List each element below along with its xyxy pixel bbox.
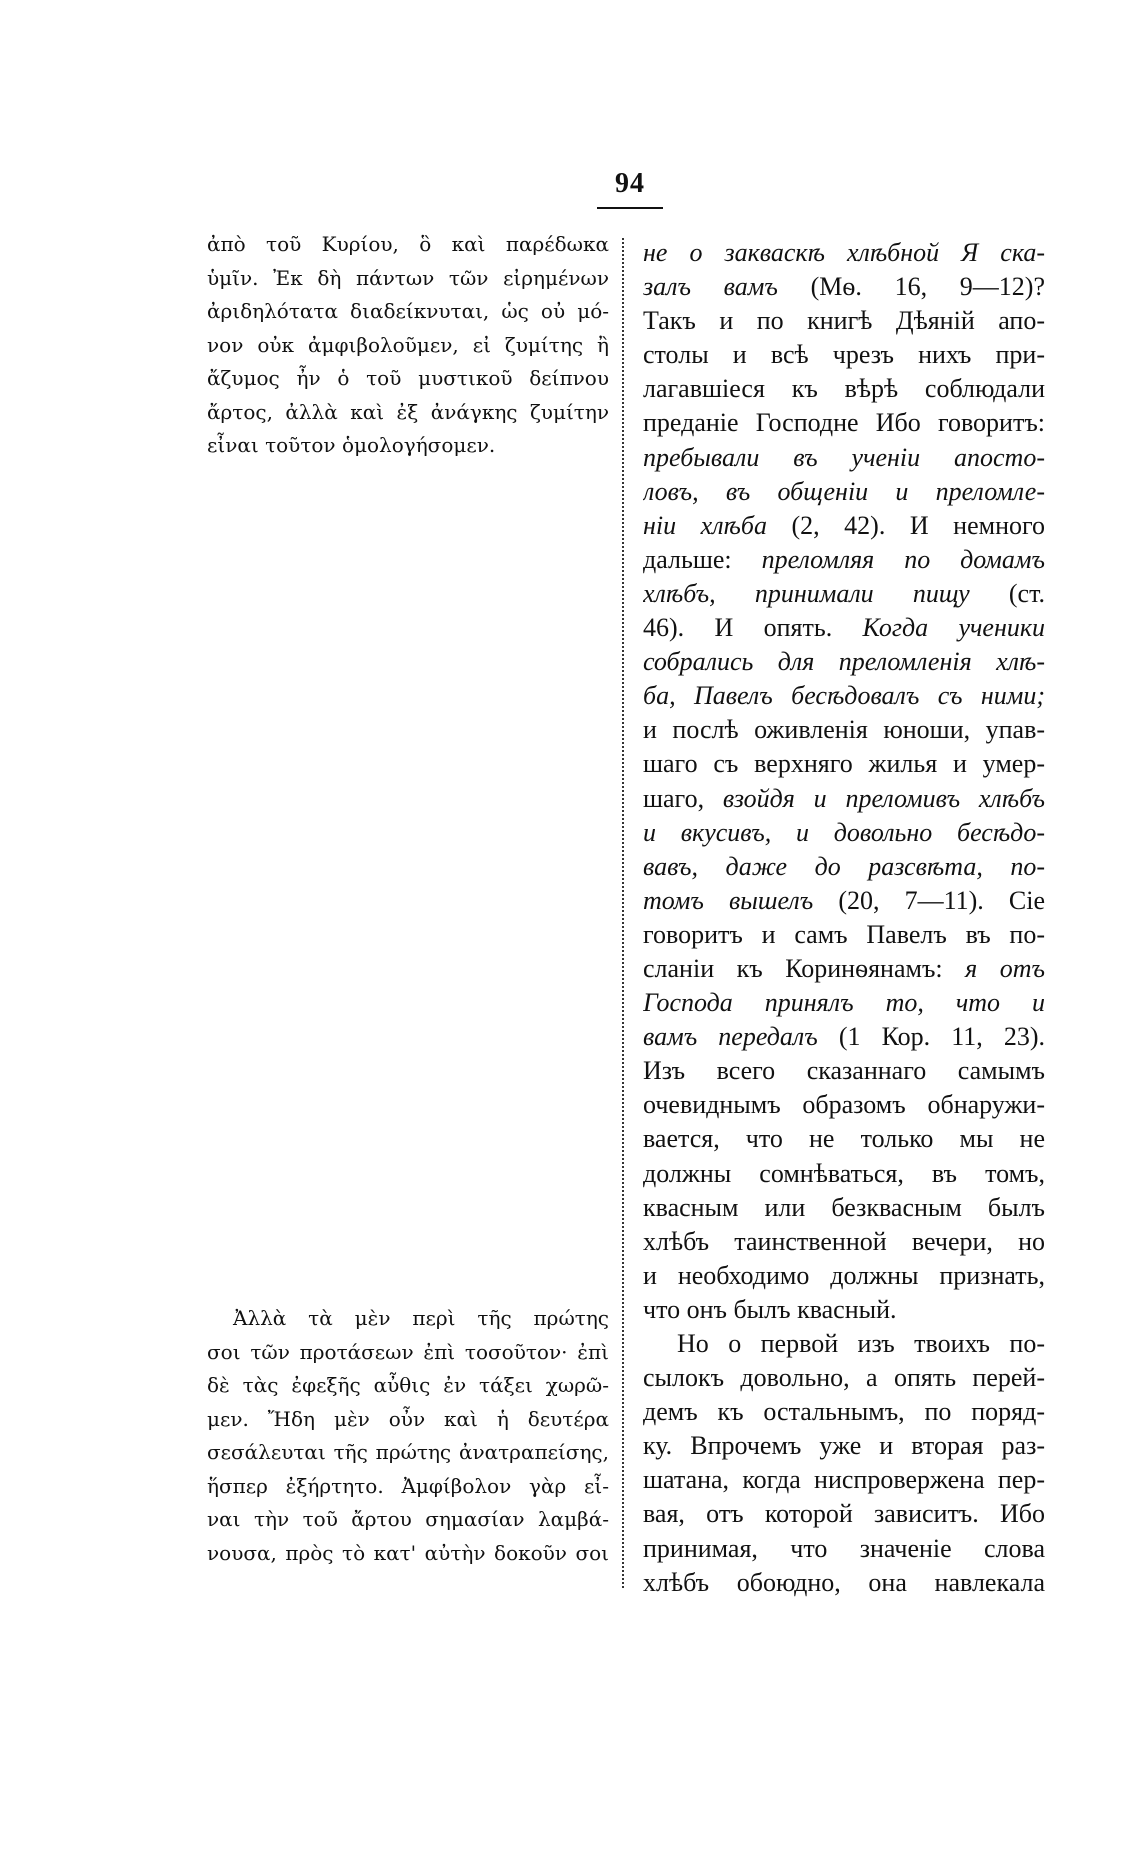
column-divider xyxy=(622,238,624,1588)
russian-line xyxy=(643,645,1045,679)
russian-line: вается, что не только мы не xyxy=(643,1124,1045,1154)
russian-line: что онъ былъ квасный. xyxy=(643,1294,897,1324)
greek-text-block-2 xyxy=(207,1302,609,1570)
russian-line: шаго съ верхняго жилья и умер- xyxy=(643,749,1045,779)
russian-line: лагавшіеся къ вѣрѣ соблюдали xyxy=(643,374,1045,404)
russian-line: ку. Впрочемъ уже и вторая раз- xyxy=(643,1431,1045,1461)
scripture-quote: и вкусивъ, и довольно бесѣдо- xyxy=(643,817,1045,847)
russian-line xyxy=(643,475,1045,509)
scripture-quote: Господа принялъ то, что и xyxy=(643,988,1045,1018)
scripture-quote: ловъ, въ общеніи и преломле- xyxy=(643,476,1045,506)
russian-line xyxy=(643,816,1045,850)
scripture-quote: залъ вамъ xyxy=(643,272,778,302)
russian-line xyxy=(643,1020,1045,1054)
greek-line: ναι τὴν τοῦ ἄρτου σημασίαν λαμβά- xyxy=(207,1507,609,1531)
reference: (Мѳ. 16, 9—12)? xyxy=(777,272,1045,302)
russian-line xyxy=(643,782,1045,816)
text: 46). И опять. xyxy=(643,613,863,643)
russian-line: шатана, когда ниспровержена пер- xyxy=(643,1465,1045,1495)
greek-line: ὑμῖν. Ἐκ δὴ πάντων τῶν εἰρημένων xyxy=(207,265,609,290)
greek-line: Ἀλλὰ τὰ μὲν περὶ τῆς πρώτης xyxy=(233,1306,609,1330)
scripture-quote: Когда ученики xyxy=(862,613,1045,643)
greek-text-block-1 xyxy=(207,228,609,463)
russian-line: хлѣбъ обоюдно, она навлекала xyxy=(643,1567,1045,1597)
scripture-quote: вамъ передалъ xyxy=(643,1022,818,1052)
russian-line: принимая, что значеніе слова xyxy=(643,1533,1045,1563)
russian-text-column xyxy=(643,236,1045,1600)
russian-line: столы и всѣ чрезъ нихъ при- xyxy=(643,340,1045,370)
page-number-rule xyxy=(597,207,663,209)
russian-line xyxy=(643,543,1045,577)
text: шаго, xyxy=(643,783,723,813)
greek-line: δὲ τὰς ἐφεξῆς αὖθις ἐν τάξει χωρῶ- xyxy=(207,1373,609,1397)
text: сланіи къ Коринѳянамъ: xyxy=(643,953,966,983)
scripture-quote: пребывали въ ученіи апосто- xyxy=(643,442,1045,472)
russian-line: и послѣ оживленія юноши, упав- xyxy=(643,715,1045,745)
scripture-quote: собрались для преломленія хлѣ- xyxy=(643,647,1045,677)
russian-line: сылокъ довольно, а опять перей- xyxy=(643,1363,1045,1393)
greek-line: σεσάλευται τῆς πρώτης ἀνατραπείσης, xyxy=(207,1440,609,1464)
russian-line xyxy=(643,611,1045,645)
greek-line: νον οὐκ ἀμφιβολοῦμεν, εἰ ζυμίτης ἢ xyxy=(207,332,609,357)
russian-line: квасным или безквасным былъ xyxy=(643,1192,1045,1222)
russian-line xyxy=(643,952,1045,986)
reference: (20, 7—11). Сіе xyxy=(813,885,1045,915)
russian-line: хлѣбъ таинственной вечери, но xyxy=(643,1226,1045,1256)
russian-line xyxy=(643,679,1045,713)
russian-line xyxy=(643,850,1045,884)
scripture-quote: томъ вышелъ xyxy=(643,885,814,915)
russian-line xyxy=(643,441,1045,475)
russian-line: демъ къ остальнымъ, по поряд- xyxy=(643,1397,1045,1427)
greek-line: ἀριδηλότατα διαδείκνυται, ὡς οὐ μό- xyxy=(207,299,609,323)
scripture-quote: вавъ, даже до разсвѣта, по- xyxy=(643,851,1045,881)
reference: (1 Кор. 11, 23). xyxy=(817,1022,1045,1052)
russian-line: говоритъ и самъ Павелъ въ по- xyxy=(643,919,1045,949)
greek-line: εἶναι τοῦτον ὁμολογήσομεν. xyxy=(207,433,496,457)
russian-line xyxy=(643,577,1045,611)
russian-line: вая, отъ которой зависитъ. Ибо xyxy=(643,1499,1045,1529)
russian-line xyxy=(643,236,1045,270)
russian-line xyxy=(643,884,1045,918)
greek-line: ἀπὸ τοῦ Κυρίου, ὃ καὶ παρέδωκα xyxy=(207,232,609,256)
scripture-quote: не о закваскѣ хлѣбной Я ска- xyxy=(643,238,1045,267)
text: дальше: xyxy=(643,544,762,574)
reference: (2, 42). И немного xyxy=(766,510,1045,540)
greek-line: μεν. Ἤδη μὲν οὖν καὶ ἡ δευτέρα xyxy=(207,1406,609,1431)
russian-line: Такъ и по книгѣ Дѣяній апо- xyxy=(643,306,1045,336)
scripture-quote: ніи хлѣба xyxy=(643,510,767,540)
scripture-quote: взойдя и преломивъ хлѣбъ xyxy=(722,783,1045,813)
russian-line: Изъ всего сказаннаго самымъ xyxy=(643,1056,1045,1086)
russian-line: преданіе Господне Ибо говоритъ: xyxy=(643,408,1045,438)
greek-line: ἄρτος, ἀλλὰ καὶ ἐξ ἀνάγκης ζυμίτην xyxy=(207,399,609,424)
russian-line: должны сомнѣваться, въ томъ, xyxy=(643,1158,1045,1188)
russian-line: Но о первой изъ твоихъ по- xyxy=(677,1329,1045,1358)
greek-line: ἄζυμος ἦν ὁ τοῦ μυστικοῦ δείπνου xyxy=(207,366,609,390)
greek-line: ἥσπερ ἐξήρτητο. Ἀμφίβολον γὰρ εἶ- xyxy=(207,1473,609,1498)
greek-line: σοι τῶν προτάσεων ἐπὶ τοσοῦτον· ἐπὶ xyxy=(207,1339,609,1364)
scripture-quote: я отъ xyxy=(965,953,1045,983)
russian-line: и необходимо должны признать, xyxy=(643,1260,1045,1290)
russian-line xyxy=(643,986,1045,1020)
scripture-quote: хлѣбъ, принимали пищу xyxy=(643,578,970,608)
scripture-quote: ба, Павелъ бесѣдовалъ съ ними; xyxy=(643,681,1045,711)
reference: (ст. xyxy=(969,578,1045,608)
scripture-quote: преломляя по домамъ xyxy=(761,544,1045,574)
page-number: 94 xyxy=(615,168,645,199)
greek-line: νουσα, πρὸς τὸ κατ' αὐτὴν δοκοῦν σοι xyxy=(207,1540,609,1565)
russian-line xyxy=(643,509,1045,543)
russian-line xyxy=(643,270,1045,304)
russian-line: очевиднымъ образомъ обнаружи- xyxy=(643,1090,1045,1120)
